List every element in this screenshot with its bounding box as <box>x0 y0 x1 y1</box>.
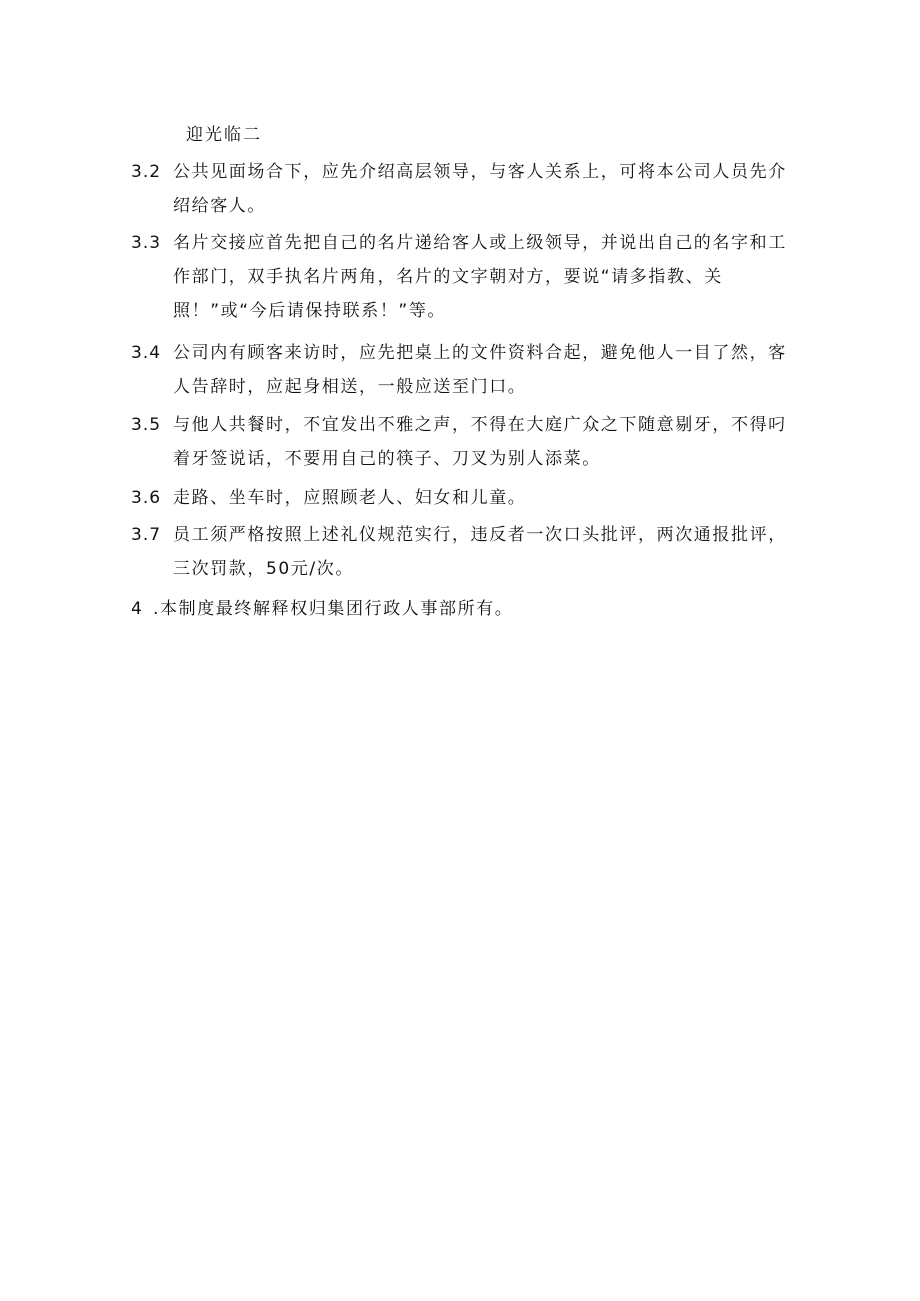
clause-number: 3.5 <box>131 415 162 435</box>
clause-3-3 <box>0 226 920 321</box>
clause-number: 3.2 <box>131 162 162 182</box>
final-clause-text: .本制度最终解释权归集团行政人事部所有。 <box>153 599 514 619</box>
clause-number: 3.6 <box>131 488 162 508</box>
clause-text: 走路、坐车时，应照顾老人、妇女和儿童。 <box>173 488 527 508</box>
clause-number: 3.4 <box>131 343 162 363</box>
clause-3-5 <box>0 408 920 478</box>
clause-text: 名片交接应首先把自己的名片递给客人或上级领导，并说出自己的名字和工作部门，双手执名片两角，名片的文字朝对方，要说“请多指教、关照！”或“今后请保持联系！”等。 <box>173 233 787 321</box>
final-clause-number: 4 <box>131 599 144 619</box>
clause-text: 与他人共餐时，不宜发出不雅之声，不得在大庭广众之下随意剔牙，不得叼着牙签说话，不要用自己的筷子、刀叉为别人添菜。 <box>173 415 787 469</box>
clause-3-2 <box>0 155 920 225</box>
clause-number: 3.3 <box>131 233 162 253</box>
clause-text: 公司内有顾客来访时，应先把桌上的文件资料合起，避免他人一目了然，客人告辞时，应起身相送，一般应送至门口。 <box>173 343 787 397</box>
continuation-line: 迎光临二 <box>186 125 262 145</box>
final-clause <box>131 592 513 626</box>
clause-text: 员工须严格按照上述礼仪规范实行，违反者一次口头批评，两次通报批评，三次罚款，50元/次。 <box>173 525 787 579</box>
clause-3-7 <box>0 518 920 588</box>
clause-3-4 <box>0 336 920 406</box>
clause-text: 公共见面场合下，应先介绍高层领导，与客人关系上，可将本公司人员先介绍给客人。 <box>173 162 787 216</box>
clause-number: 3.7 <box>131 525 162 545</box>
